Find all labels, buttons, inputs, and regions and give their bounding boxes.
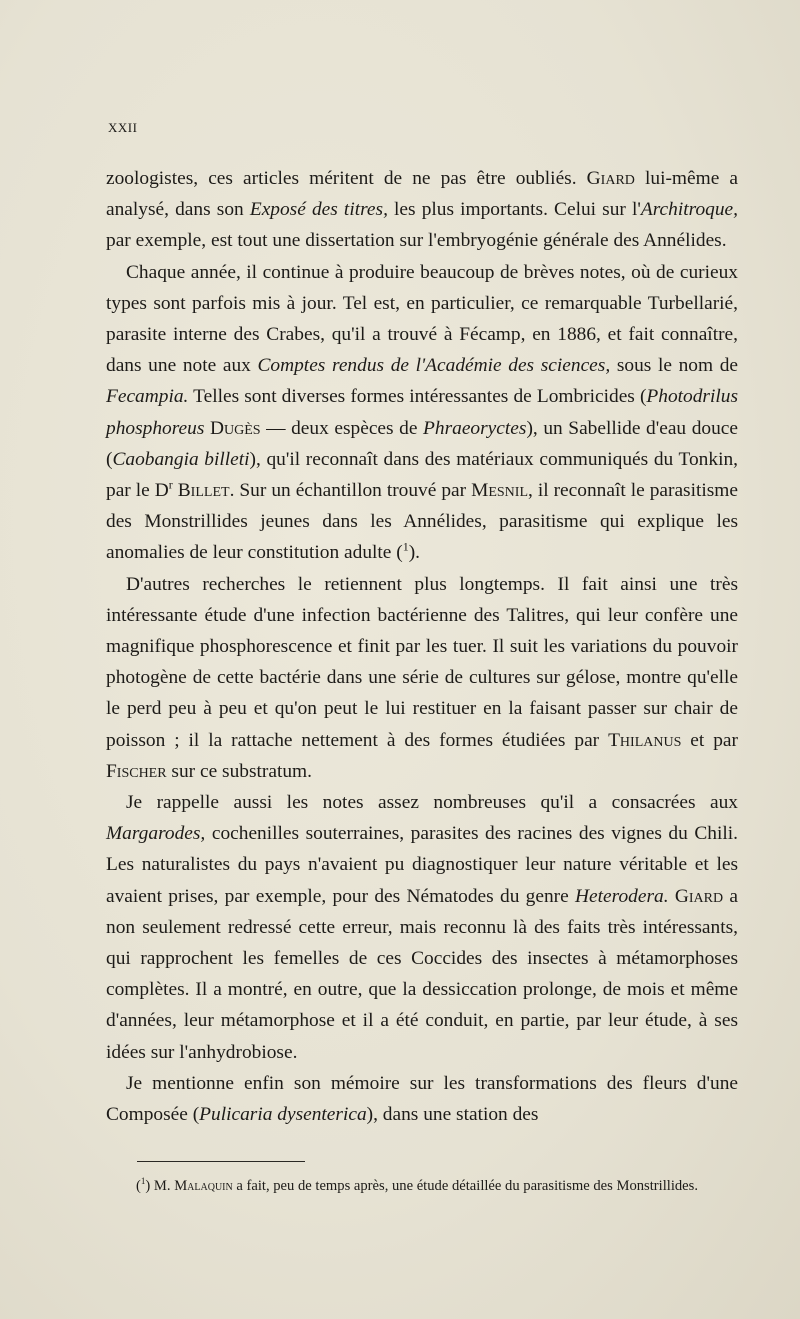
- italic-term: Architroque,: [640, 199, 739, 221]
- text-run: sous le nom de: [610, 355, 738, 377]
- text-run: et par: [681, 729, 738, 751]
- text-run: ) M.: [145, 1178, 175, 1194]
- text-run: Telles sont diverses formes intéressantes de Lombricides (: [188, 386, 647, 408]
- text-run: a fait, peu de temps après, une étude détaillée du parasitisme des Monstrillides.: [232, 1178, 698, 1194]
- paragraph: [106, 163, 738, 257]
- text-run: ), un Sabellide d'eau douce (: [106, 417, 738, 470]
- italic-term: Pulicaria dysenterica: [199, 1104, 367, 1126]
- text-run: ).: [408, 542, 421, 564]
- paragraph: [106, 787, 738, 1068]
- text-run: — deux espèces de: [260, 417, 424, 439]
- text-run: cochenilles souterraines, parasites des racines des vignes du Chili. Les naturalistes du pays n'avaient pu diagnostiquer leur nature véritable et les avaient prises, par exemple, pour des Nématodes du genre: [106, 823, 738, 907]
- paragraph: [106, 1068, 738, 1130]
- text-run: Chaque année, il continue à produire beaucoup de brèves notes, où de curieux types sont parfois mis à jour. Tel est, en particulier, ce remarquable Turbellarié, parasite interne des Crabes, qu'il a trouvé à Fécamp, en 1886, et fait connaître, dans une note aux: [106, 261, 738, 377]
- italic-term: Photodrilus phosphoreus: [106, 386, 738, 439]
- italic-term: Phraeoryctes: [423, 417, 527, 439]
- text-run: sur ce substratum.: [166, 760, 312, 782]
- superscript: r: [168, 477, 173, 492]
- text-run: Je rappelle aussi les notes assez nombreuses qu'il a consacrées aux: [126, 792, 738, 814]
- text-run: (: [136, 1178, 141, 1194]
- text-run: Je mentionne enfin son mémoire sur les transformations des fleurs d'une Composée (: [106, 1072, 738, 1126]
- text-run: par exemple, est tout une dissertation sur l'embryogénie générale des Annélides.: [106, 230, 727, 252]
- text-run: , il reconnaît le parasitisme des Monstrillides jeunes dans les Annélides, parasitisme qui explique les anomalies de leur constitution adulte (: [106, 480, 739, 564]
- text-run: . Sur un échantillon trouvé par: [229, 480, 472, 502]
- footnote: [106, 1175, 738, 1197]
- italic-term: Exposé des titres,: [249, 199, 388, 221]
- italic-term: Margarodes,: [106, 823, 206, 845]
- author-name: Giard: [674, 885, 724, 907]
- superscript: 1: [140, 1176, 146, 1187]
- text-run: ), qu'il reconnaît dans des matériaux communiqués du Tonkin, par le D: [106, 448, 738, 502]
- author-name: Thilanus: [608, 729, 682, 751]
- page-number: XXII: [108, 120, 138, 135]
- text-run: D'autres recherches le retiennent plus longtemps. Il fait ainsi une très intéressante étude d'une infection bactérienne des Talitres, qui leur confère une magnifique phosphorescence et finit par les tuer. Il suit les variations du pouvoir photogène de cette bactérie dans une série de cultures sur gélose, montre qu'elle le perd peu à peu et qu'on peut le lui restituer en la faisant passer sur chair de poisson ; il la rattache nettement à des formes étudiées par: [106, 573, 738, 751]
- author-name: Malaquin: [174, 1178, 233, 1194]
- superscript: 1: [402, 539, 409, 554]
- italic-term: Heterodera.: [575, 885, 669, 907]
- text-run: a non seulement redressé cette erreur, mais reconnu là des faits très intéressants, qui rapprochent les femelles de ces Coccides des insectes à métamorphoses complètes. Il a montré, en outre, que la dessiccation prolonge, de mois et même d'années, leur métamorphose et il a été conduit, en partie, par leur étude, à ses idées sur l'anhydrobiose.: [106, 885, 738, 1063]
- text-run: les plus importants. Celui sur l': [387, 199, 641, 221]
- author-name: Fischer: [106, 760, 167, 782]
- italic-term: Comptes rendus de l'Académie des sciences,: [257, 355, 611, 377]
- author-name: Billet: [177, 480, 230, 502]
- footnote-divider: [137, 1161, 305, 1162]
- text-run: zoologistes, ces articles méritent de ne pas être oubliés.: [106, 168, 587, 189]
- author-name: Giard: [586, 168, 635, 189]
- italic-term: Caobangia billeti: [112, 448, 250, 470]
- author-name: Dugès: [209, 417, 261, 439]
- paragraph: [106, 257, 738, 569]
- author-name: Mesnil: [471, 480, 528, 502]
- paragraph: [106, 569, 738, 787]
- body-text: [106, 163, 738, 1130]
- text-run: lui-même a analysé, dans son: [106, 168, 739, 221]
- italic-term: Fecampia.: [106, 386, 189, 408]
- text-run: ), dans une station des: [366, 1104, 539, 1126]
